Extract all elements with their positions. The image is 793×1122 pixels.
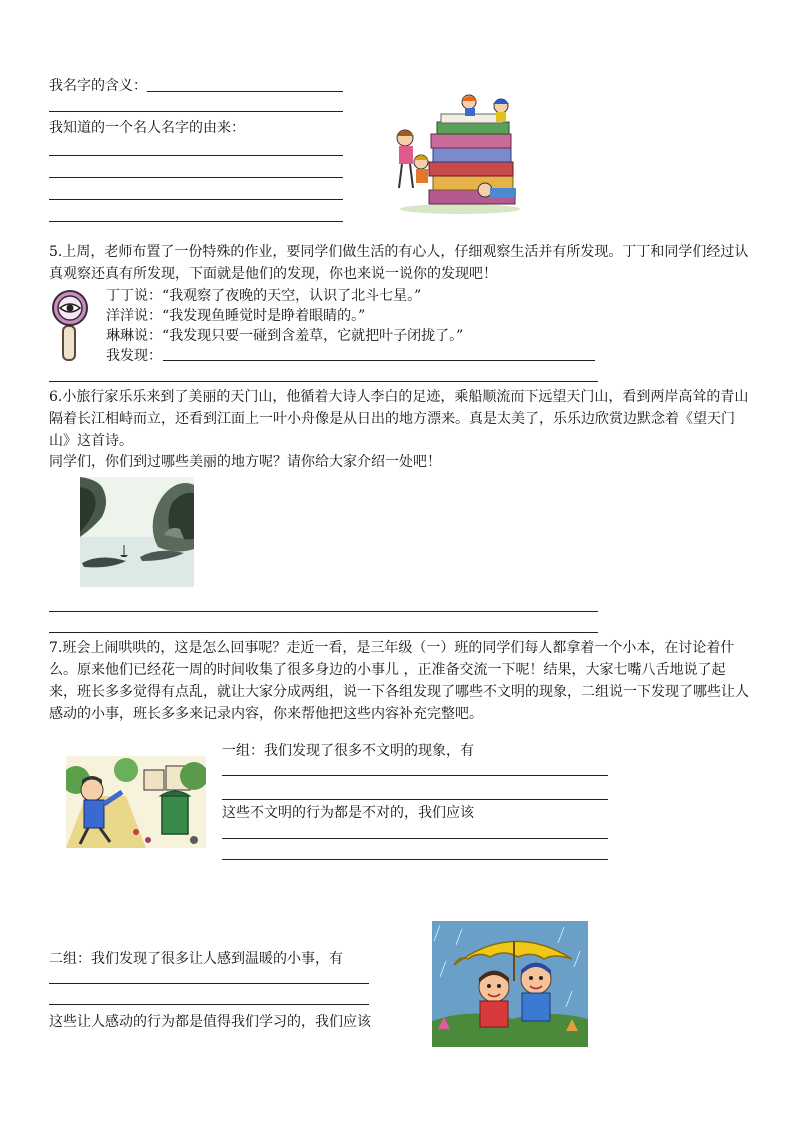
yangyang-says: 洋洋说：“我发现鱼睡觉时是睁着眼睛的。”	[106, 308, 366, 324]
answer-line[interactable]	[49, 1004, 369, 1005]
answer-line[interactable]	[49, 199, 343, 200]
group2-intro: 二组：我们发现了很多让人感到温暖的小事，有	[49, 951, 343, 967]
answer-line[interactable]	[222, 838, 608, 839]
q7-prompt: 7.班会上闹哄哄的，这是怎么回事呢？走近一看，是三年级（一）班的同学们每人都拿着一个小本，在讨论着什么。原来他们已经花一周的时间收集了很多身边的小事儿 ，正准备交流一下呢！结果，大家七嘴八舌地说了起来，班长多多觉得有点乱，就让大家分成两组，说一下各组发现了哪些不文明的现象，二组说一下发现了哪些让人感动的小事，班长多多来记录内容，你来帮他把这些内容补充完整吧。	[49, 640, 749, 722]
answer-line[interactable]	[49, 155, 343, 156]
group1-intro: 一组：我们发现了很多不文明的现象，有	[222, 743, 474, 759]
answer-line[interactable]	[49, 381, 598, 382]
tianmen-mountain-painting	[80, 477, 194, 587]
littering-man-illustration	[66, 756, 206, 848]
answer-line[interactable]	[49, 177, 343, 178]
name-meaning-label: 我名字的含义：	[49, 78, 147, 94]
kids-books-illustration	[385, 92, 527, 215]
answer-line[interactable]	[222, 799, 608, 800]
dingding-says: 丁丁说：“我观察了夜晚的天空，认识了北斗七星。”	[106, 288, 422, 304]
group2-should: 这些让人感动的行为都是值得我们学习的，我们应该	[49, 1014, 371, 1030]
answer-line[interactable]	[222, 775, 608, 776]
magnifier-eye-icon	[50, 288, 92, 362]
answer-line[interactable]	[49, 983, 369, 984]
my-discovery-label: 我发现：	[106, 348, 162, 364]
answer-line[interactable]	[49, 221, 343, 222]
group1-should: 这些不文明的行为都是不对的，我们应该	[222, 805, 474, 821]
linlin-says: 琳琳说：“我发现只要一碰到含羞草，它就把叶子闭拢了。”	[106, 328, 464, 344]
q6-question: 同学们，你们到过哪些美丽的地方呢？请你给大家介绍一处吧！	[49, 454, 441, 470]
famous-name-label: 我知道的一个名人名字的由来：	[49, 120, 245, 136]
kids-umbrella-illustration	[432, 921, 588, 1047]
answer-line[interactable]	[49, 111, 343, 112]
answer-line[interactable]	[49, 632, 598, 633]
answer-line[interactable]	[222, 859, 608, 860]
answer-line[interactable]	[163, 360, 595, 361]
q6-prompt: 6.小旅行家乐乐来到了美丽的天门山，他循着大诗人李白的足迹，乘船顺流而下远望天门山，看到两岸高耸的青山隔着长江相峙而立，还看到江面上一叶小舟像是从日出的地方漂来。真是太美了，乐乐边欣赏边默念着《望天门山》这首诗。	[49, 389, 749, 449]
answer-line[interactable]	[147, 91, 343, 92]
answer-line[interactable]	[49, 611, 598, 612]
q5-prompt: 5.上周，老师布置了一份特殊的作业，要同学们做生活的有心人，仔细观察生活并有所发现。丁丁和同学们经过认真观察还真有所发现，下面就是他们的发现，你也来说一说你的发现吧！	[49, 244, 749, 282]
